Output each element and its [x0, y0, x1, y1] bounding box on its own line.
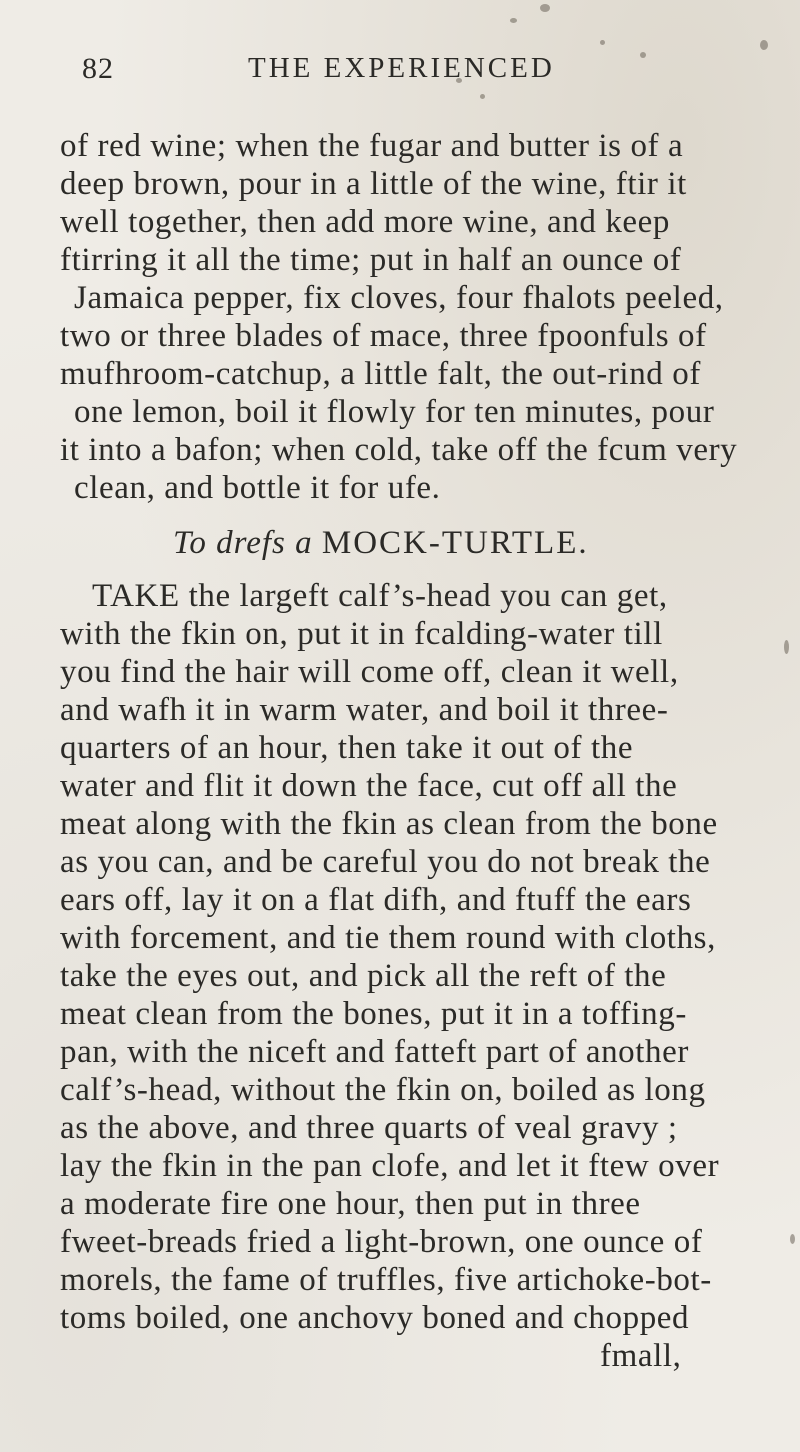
paper-speck [760, 40, 768, 50]
text-line: you find the hair will come off, clean it well, [60, 654, 679, 690]
text-line: water and flit it down the face, cut off all the [60, 768, 678, 804]
text-line: meat along with the fkin as clean from the bone [60, 806, 718, 842]
page-header [78, 52, 738, 92]
paper-speck [784, 640, 789, 654]
text-line: quarters of an hour, then take it out of the [60, 730, 634, 766]
running-head: THE EXPERIENCED [248, 52, 555, 84]
text-line: as the above, and three quarts of veal gravy ; [60, 1110, 678, 1146]
text-line: a moderate fire one hour, then put in three [60, 1186, 641, 1222]
text-line: and wafh it in warm water, and boil it three- [60, 692, 669, 728]
text-line: fmall, [600, 1338, 682, 1374]
recipe-title-name: MOCK-TURTLE. [321, 525, 589, 561]
text-line: meat clean from the bones, put it in a toffing- [60, 996, 687, 1032]
page-number: 82 [82, 52, 114, 85]
text-line: take the eyes out, and pick all the reft of the [60, 958, 667, 994]
recipe-title [173, 525, 589, 562]
text-line: Jamaica pepper, fix cloves, four fhalots peeled, [74, 280, 724, 316]
text-line: fweet-breads fried a light-brown, one ounce of [60, 1224, 703, 1260]
text-line: one lemon, boil it flowly for ten minutes, pour [74, 394, 715, 430]
text-line: with forcement, and tie them round with cloths, [60, 920, 716, 956]
text-line: clean, and bottle it for ufe. [74, 470, 441, 506]
text-line: with the fkin on, put it in fcalding-water till [60, 616, 663, 652]
paper-speck [510, 18, 517, 23]
text-line: ftirring it all the time; put in half an ounce of [60, 242, 682, 278]
recipe-title-prefix: To drefs a [173, 525, 313, 561]
text-line: well together, then add more wine, and keep [60, 204, 671, 240]
paper-speck [540, 4, 550, 12]
text-line: lay the fkin in the pan clofe, and let it ftew over [60, 1148, 720, 1184]
text-line: calf’s-head, without the fkin on, boiled as long [60, 1072, 706, 1108]
paper-speck [600, 40, 605, 45]
text-line: pan, with the niceft and fatteft part of another [60, 1034, 689, 1070]
text-line: ears off, lay it on a flat difh, and ftuff the ears [60, 882, 692, 918]
text-line: it into a bafon; when cold, take off the fcum very [60, 432, 738, 468]
paper-speck [480, 94, 485, 99]
text-line: morels, the fame of truffles, five artichoke-bot- [60, 1262, 712, 1298]
text-line: of red wine; when the fugar and butter is of a [60, 128, 684, 164]
text-line: toms boiled, one anchovy boned and chopped [60, 1300, 690, 1336]
paper-speck [790, 1234, 795, 1244]
text-line: deep brown, pour in a little of the wine, ftir it [60, 166, 687, 202]
text-line: mufhroom-catchup, a little falt, the out-rind of [60, 356, 701, 392]
text-line: TAKE the largeft calf’s-head you can get, [92, 578, 668, 614]
text-line: two or three blades of mace, three fpoonfuls of [60, 318, 707, 354]
text-line: as you can, and be careful you do not break the [60, 844, 711, 880]
